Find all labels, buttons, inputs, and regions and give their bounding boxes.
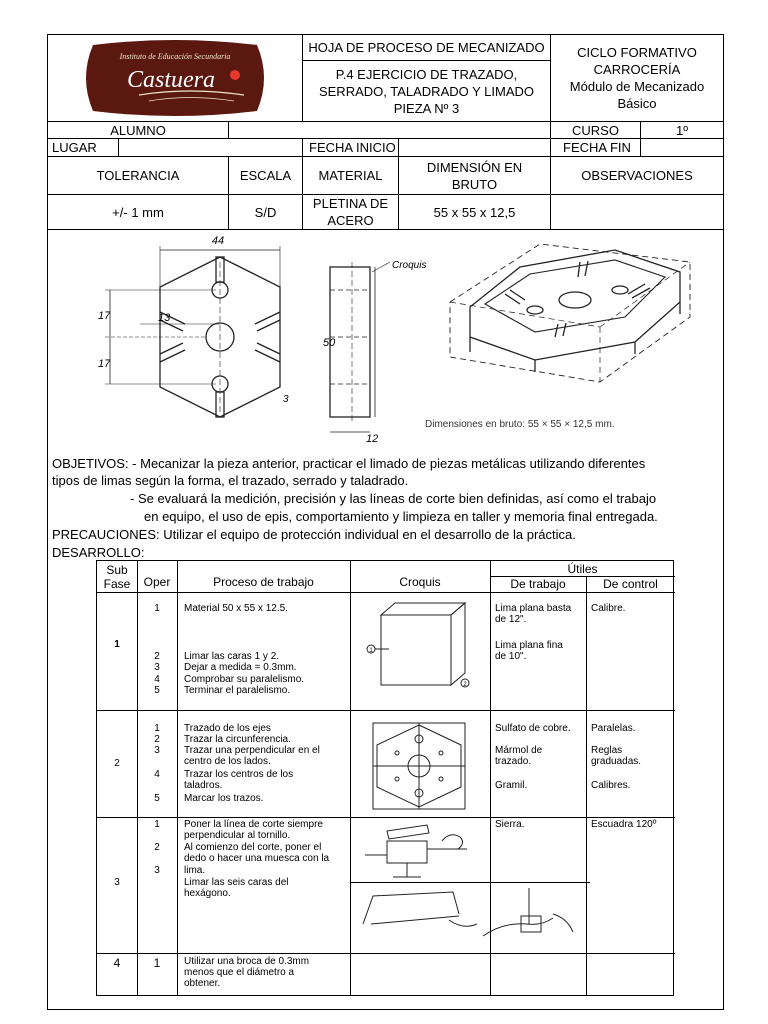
row2-control-2: Reglas: [591, 745, 623, 756]
row4-proc-1: Utilizar una broca de 0.3mm: [184, 956, 310, 967]
dim-3: 3: [283, 394, 289, 405]
exercise-title: P.4 EJERCICIO DE TRAZADO, SERRADO, TALADRADO Y LIMADO PIEZA Nº 3: [302, 60, 551, 122]
sketch-face-1: 1: [369, 648, 373, 654]
row3-proc-2: perpendicular al tornillo.: [184, 830, 291, 841]
row2-proc-4: centro de los lados.: [184, 756, 271, 767]
row2-op-4: 4: [154, 769, 160, 780]
objectives-line-4: en equipo, el uso de epis, comportamiento y limpieza en taller y memoria final entregada.: [144, 509, 658, 524]
development-heading: DESARROLLO:: [52, 545, 145, 560]
row1-tool-2: de 12".: [495, 614, 527, 625]
row2-op-5: 5: [154, 793, 160, 804]
row2-tool-3: trazado.: [495, 756, 532, 767]
objectives-line-1: OBJETIVOS: - Mecanizar la pieza anterior, practicar el limado de piezas metálicas utilizando diferentes: [52, 456, 646, 471]
row2-proc-6: taladros.: [184, 780, 223, 791]
row2-op-1: 1: [154, 723, 160, 734]
row4-op: 1: [153, 956, 161, 970]
technical-drawing: [80, 232, 700, 447]
lugar-field[interactable]: [118, 138, 303, 157]
curso-value: 1º: [640, 121, 724, 139]
row3-proc-5: lima.: [184, 865, 206, 876]
row3-proc-4: dedo o hacer una muesca con la: [184, 853, 330, 864]
row2-control-3: graduadas.: [591, 756, 642, 767]
row2-tool-2: Mármol de: [495, 745, 543, 756]
observaciones-value[interactable]: [550, 194, 724, 230]
header-proceso: Proceso de trabajo: [213, 575, 314, 589]
row1-proc-3: Dejar a medida = 0.3mm.: [184, 662, 297, 673]
logo-cell: [47, 34, 303, 122]
row1-tool-4: de 10".: [495, 651, 527, 662]
fecha-fin-field[interactable]: [640, 138, 724, 157]
dim-17b: 17: [98, 358, 111, 370]
row1-fase: 1: [114, 639, 120, 650]
observaciones-label: OBSERVACIONES: [550, 156, 724, 195]
row2-tool-4: Gramil.: [495, 780, 528, 791]
row1-tool-3: Lima plana fina: [495, 640, 563, 651]
row4-proc-3: obtener.: [184, 978, 221, 989]
dimension-value: 55 x 55 x 12,5: [398, 194, 551, 230]
row1-proc-4: Comprobar su paralelismo.: [184, 674, 305, 685]
row2-proc-2: Trazar la circunferencia.: [184, 734, 291, 745]
row2-proc-3: Trazar una perpendicular en el: [184, 745, 320, 756]
lugar-label: LUGAR: [47, 138, 119, 157]
row3-sketch-saw: [353, 884, 589, 950]
logo-name: Castuera: [126, 67, 216, 93]
row1-sketch-block: [359, 599, 479, 695]
row2-proc-7: Marcar los trazos.: [184, 793, 264, 804]
dimension-label: DIMENSIÓN EN BRUTO: [398, 156, 551, 195]
row3-proc-7: hexágono.: [184, 888, 231, 899]
row4-proc-2: menos que el diámetro a: [184, 967, 295, 978]
tolerancia-value: +/- 1 mm: [47, 194, 229, 230]
sheet-title: HOJA DE PROCESO DE MECANIZADO: [302, 34, 551, 61]
dim-50: 50: [323, 337, 336, 349]
header-utiles: Útiles: [567, 562, 598, 576]
croquis-label: Croquis: [392, 260, 427, 271]
row1-proc-1: Material 50 x 55 x 12.5.: [184, 603, 288, 614]
row4-fase: 4: [113, 956, 121, 970]
fecha-fin-label: FECHA FIN: [550, 138, 641, 157]
process-table: [96, 560, 674, 996]
raw-dimensions: Dimensiones en bruto: 55 × 55 × 12,5 mm.: [425, 419, 615, 430]
logo-subtitle: Instituto de Educación Secundaria: [119, 52, 231, 61]
row1-proc-2: Limar las caras 1 y 2.: [184, 651, 280, 662]
row2-control-4: Calibres.: [591, 780, 631, 791]
escala-value: S/D: [228, 194, 303, 230]
cycle-info: CICLO FORMATIVO CARROCERÍA Módulo de Mecanizado Básico: [550, 34, 724, 122]
row2-op-3: 3: [154, 745, 160, 756]
alumno-field[interactable]: [228, 121, 551, 139]
row3-proc-6: Limar las seis caras del: [184, 877, 289, 888]
row2-tool-1: Sulfato de cobre.: [495, 723, 571, 734]
row2-op-2: 2: [154, 734, 160, 745]
dim-13: 13: [158, 312, 171, 324]
material-value: PLETINA DE ACERO: [302, 194, 399, 230]
escala-label: ESCALA: [228, 156, 303, 195]
row3-op-1: 1: [154, 819, 160, 830]
row3-tool: Sierra.: [495, 819, 525, 830]
dim-12: 12: [366, 433, 379, 445]
row3-control: Escuadra 120º: [591, 819, 657, 830]
dim-17a: 17: [98, 310, 111, 322]
dim-44: 44: [211, 235, 225, 247]
row2-sketch-hexagon: [369, 719, 469, 813]
header-de-control: De control: [603, 577, 658, 591]
school-logo: [79, 39, 271, 117]
row1-op-1: 1: [154, 603, 160, 614]
row3-op-3: 3: [154, 865, 160, 876]
header-croquis: Croquis: [399, 575, 441, 589]
row3-op-2: 2: [154, 842, 160, 853]
row1-proc-5: Terminar el paralelismo.: [184, 685, 291, 696]
row1-op-5: 5: [154, 685, 160, 696]
header-de-trabajo: De trabajo: [510, 577, 566, 591]
precautions: PRECAUCIONES: Utilizar el equipo de protección individual en el desarrollo de la práctica.: [52, 527, 576, 542]
objectives-line-3: - Se evaluará la medición, precisión y las líneas de corte bien definidas, así como el trabajo: [130, 491, 657, 506]
row3-fase: 3: [114, 877, 120, 888]
curso-label: CURSO: [550, 121, 641, 139]
fecha-inicio-field[interactable]: [398, 138, 551, 157]
sketch-face-2: 2: [463, 682, 467, 688]
header-subfase: Sub Fase: [103, 563, 131, 591]
alumno-label: ALUMNO: [47, 121, 229, 139]
material-label: MATERIAL: [302, 156, 399, 195]
row2-control-1: Paralelas.: [591, 723, 636, 734]
row2-proc-1: Trazado de los ejes: [184, 723, 271, 734]
row1-op-3: 3: [154, 662, 160, 673]
fecha-inicio-label: FECHA INICIO: [302, 138, 399, 157]
row2-fase: 2: [114, 758, 120, 769]
objectives-line-2: tipos de limas según la forma, el trazado, serrado y taladrado.: [52, 473, 409, 488]
row1-control: Calibre.: [591, 603, 626, 614]
row1-op-4: 4: [154, 674, 160, 685]
tolerancia-label: TOLERANCIA: [47, 156, 229, 195]
header-oper: Oper: [143, 575, 171, 589]
row3-proc-1: Poner la línea de corte siempre: [184, 819, 323, 830]
row2-proc-5: Trazar los centros de los: [184, 769, 294, 780]
row3-proc-3: Al comienzo del corte, poner el: [184, 842, 322, 853]
row1-tool-1: Lima plana basta: [495, 603, 572, 614]
row1-op-2: 2: [154, 651, 160, 662]
row3-sketch-vise: [357, 821, 485, 879]
